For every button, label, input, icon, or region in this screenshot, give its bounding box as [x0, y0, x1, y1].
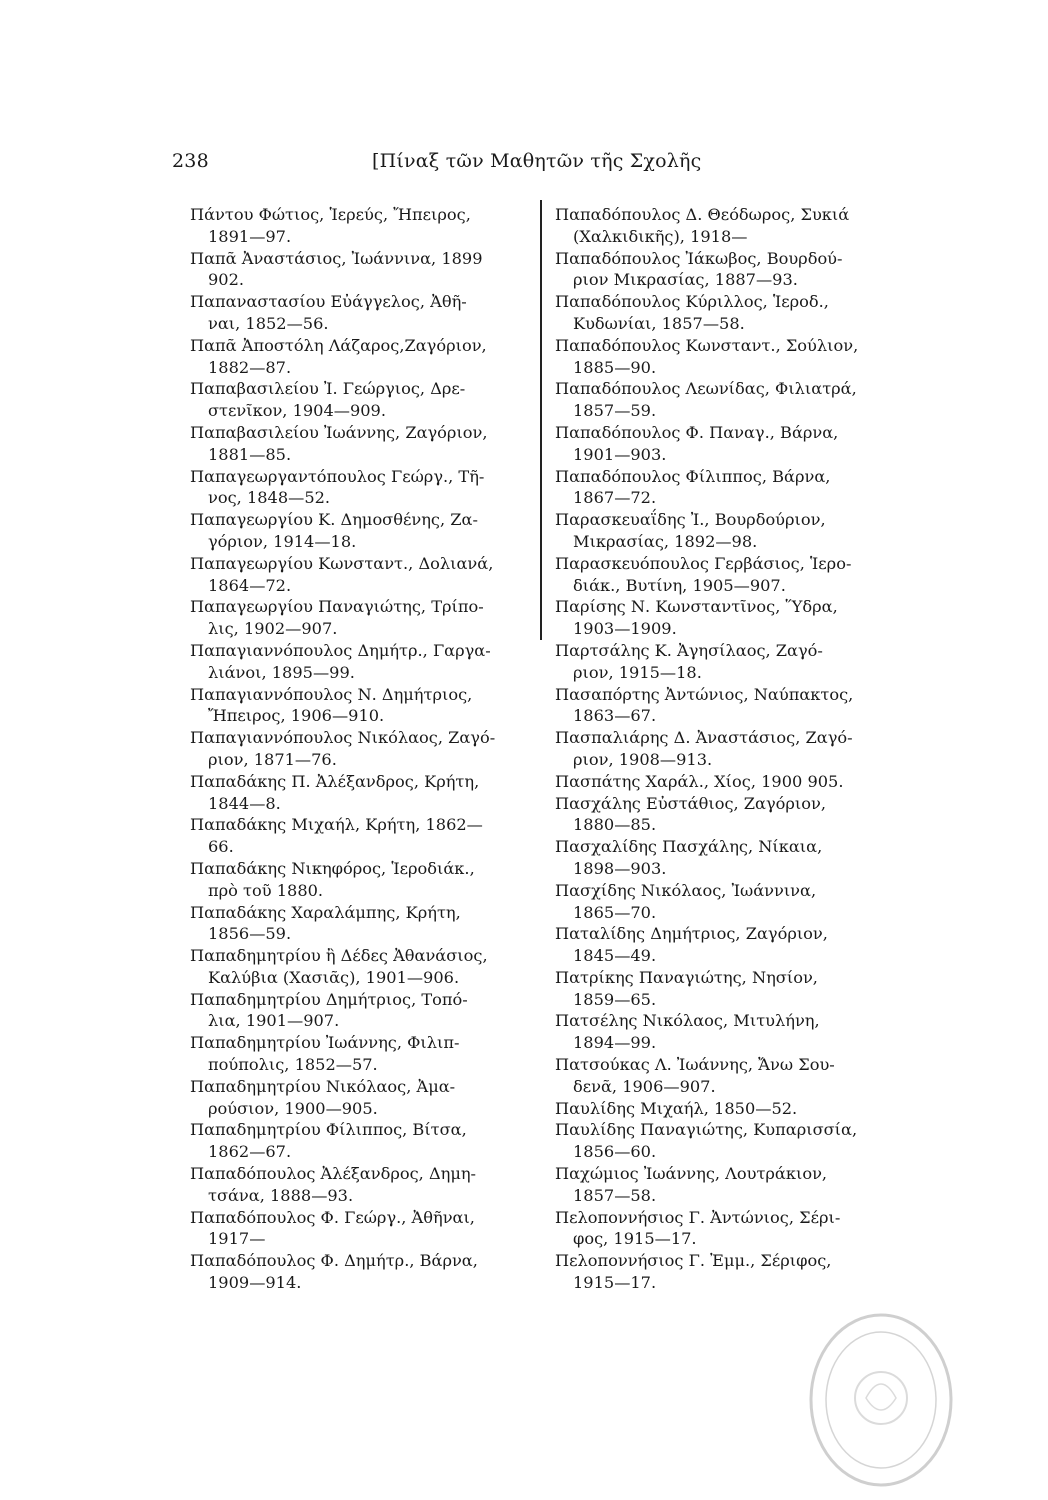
entry-line: Παπαδόπουλος Φ. Γεώργ., Ἀθῆναι,: [190, 1207, 475, 1227]
entry-line: Παπαδάκης Χαραλάμπης, Κρήτη,: [190, 902, 461, 922]
left-column: [190, 204, 535, 1294]
entry-continuation: ριον Μικρασίας, 1887—93.: [573, 270, 798, 290]
entry-line: Παπαδόπουλος Φ. Παναγ., Βάρνα,: [555, 422, 839, 442]
entry-continuation: λις, 1902—907.: [208, 619, 338, 639]
entry-continuation: 1915—17.: [573, 1273, 657, 1293]
index-entry: [555, 335, 910, 379]
index-entry: [190, 640, 535, 684]
index-entry: [555, 204, 910, 248]
entry-line: Παπαδάκης Νικηφόρος, Ἱεροδιάκ.,: [190, 858, 475, 878]
entry-continuation: διάκ., Βυτίνη, 1905—907.: [573, 575, 786, 595]
index-entry: [555, 1163, 910, 1207]
entry-continuation: Κυδωνίαι, 1857—58.: [573, 313, 745, 333]
index-entry: [555, 248, 910, 292]
index-entry: [555, 1250, 910, 1294]
index-entry: [555, 1207, 910, 1251]
entry-line: Παπαδόπουλος Φίλιππος, Βάρνα,: [555, 466, 831, 486]
entry-continuation: ρούσιον, 1900—905.: [208, 1098, 378, 1118]
entry-line: Παρτσάλης Κ. Ἀγησίλαος, Ζαγό-: [555, 640, 823, 660]
entry-line: Παπαγιαννόπουλος Νικόλαος, Ζαγό-: [190, 728, 496, 748]
entry-continuation: 1881—85.: [208, 444, 292, 464]
index-entry: [190, 1250, 535, 1294]
entry-continuation: 1856—59.: [208, 924, 292, 944]
entry-continuation: πούπολις, 1852—57.: [208, 1055, 378, 1075]
index-entry: [555, 771, 910, 793]
index-entry: [555, 596, 910, 640]
entry-continuation: πρὸ τοῦ 1880.: [208, 880, 324, 900]
column-divider: [540, 200, 542, 640]
entry-line: Παπαγιαννόπουλος Δημήτρ., Γαργα-: [190, 640, 491, 660]
entry-continuation: τσάνα, 1888—93.: [208, 1185, 354, 1205]
entry-line: Παπαδημητρίου Ἰωάννης, Φιλιπ-: [190, 1033, 460, 1053]
entry-line: Παπαδόπουλος Ἀλέξανδρος, Δημη-: [190, 1164, 477, 1184]
index-entry: [190, 945, 535, 989]
entry-line: Πελοποννήσιος Γ. Ἀντώνιος, Σέρι-: [555, 1207, 841, 1227]
entry-line: Παπαδόπουλος Δ. Θεόδωρος, Συκιά: [555, 205, 850, 224]
index-entry: [190, 1119, 535, 1163]
entry-line: Πασχίδης Νικόλαος, Ἰωάννινα,: [555, 880, 817, 900]
entry-line: Παπᾶ Ἀποστόλη Λάζαρος,Ζαγόριον,: [190, 335, 487, 355]
entry-continuation: 1903—1909.: [573, 619, 677, 639]
index-entry: [190, 509, 535, 553]
entry-line: Παρίσης Ν. Κωνσταντῖνος, Ὕδρα,: [555, 597, 838, 617]
entry-line: Πατσέλης Νικόλαος, Μιτυλήνη,: [555, 1011, 820, 1031]
entry-line: Παρασκευαΐδης Ἰ., Βουρδούριον,: [555, 510, 826, 530]
index-entry: [555, 967, 910, 1011]
entry-continuation: 1882—87.: [208, 357, 292, 377]
index-entry: [190, 684, 535, 728]
entry-continuation: 1901—903.: [573, 444, 667, 464]
index-entry: [555, 640, 910, 684]
index-entry: [555, 923, 910, 967]
entry-continuation: 1856—60.: [573, 1142, 657, 1162]
entry-line: Παπαδόπουλος Κύριλλος, Ἱεροδ.,: [555, 292, 829, 312]
entry-continuation: 902.: [208, 270, 245, 290]
index-entry: [555, 1119, 910, 1163]
entry-continuation: ναι, 1852—56.: [208, 313, 329, 333]
index-entry: [555, 378, 910, 422]
entry-continuation: 1909—914.: [208, 1273, 302, 1293]
index-entry: [555, 1054, 910, 1098]
index-entry: [190, 335, 535, 379]
entry-line: Παχώμιος Ἰωάννης, Λουτράκιον,: [555, 1164, 828, 1184]
entry-continuation: νος, 1848—52.: [208, 488, 331, 508]
entry-continuation: (Χαλκιδικῆς), 1918—: [573, 226, 748, 246]
index-entry: [555, 684, 910, 728]
library-seal-stamp: [806, 1310, 956, 1490]
entry-line: Παπαγεωργίου Κωνσταντ., Δολιανά,: [190, 553, 494, 573]
entry-line: Παπαδάκης Π. Ἀλέξανδρος, Κρήτη,: [190, 771, 480, 791]
entry-line: Παπαδόπουλος Κωνσταντ., Σούλιον,: [555, 335, 859, 355]
index-entry: [555, 1098, 910, 1120]
entry-continuation: φος, 1915—17.: [573, 1229, 697, 1249]
index-entry: [555, 1010, 910, 1054]
index-entry: [190, 814, 535, 858]
entry-line: Πασπάτης Χαράλ., Χίος, 1900 905.: [555, 771, 844, 791]
entry-line: Πασπαλιάρης Δ. Ἀναστάσιος, Ζαγό-: [555, 728, 853, 748]
entry-line: Πασχάλης Εὐστάθιος, Ζαγόριον,: [555, 793, 826, 813]
index-entry: [190, 1207, 535, 1251]
entry-continuation: στενῖκον, 1904—909.: [208, 401, 386, 421]
index-entry: [190, 422, 535, 466]
entry-line: Πάντου Φώτιος, Ἱερεύς, Ἤπειρος,: [190, 205, 471, 224]
entry-line: Πατρίκης Παναγιώτης, Νησίον,: [555, 967, 818, 987]
entry-continuation: ριον, 1908—913.: [573, 749, 713, 769]
entry-line: Παπαγιαννόπουλος Ν. Δημήτριος,: [190, 684, 473, 704]
entry-line: Παπαδάκης Μιχαήλ, Κρήτη, 1862—: [190, 815, 483, 835]
entry-line: Παπαδημητρίου Φίλιππος, Βίτσα,: [190, 1120, 467, 1140]
entry-line: Παπαδημητρίου ἢ Δέδες Ἀθανάσιος,: [190, 946, 488, 966]
page-number: 238: [172, 150, 209, 172]
index-entry: [555, 509, 910, 553]
entry-continuation: 1857—58.: [573, 1185, 657, 1205]
index-entry: [190, 248, 535, 292]
index-entry: [190, 727, 535, 771]
index-entry: [555, 880, 910, 924]
index-entry: [190, 989, 535, 1033]
right-column: [555, 204, 910, 1294]
index-entry: [190, 902, 535, 946]
index-entry: [190, 771, 535, 815]
index-entry: [190, 1076, 535, 1120]
entry-continuation: 1863—67.: [573, 706, 657, 726]
entry-line: Παπαδημητρίου Νικόλαος, Ἀμα-: [190, 1076, 456, 1096]
entry-line: Πελοποννήσιος Γ. Ἐμμ., Σέριφος,: [555, 1251, 832, 1271]
index-entry: [555, 836, 910, 880]
index-entry: [555, 727, 910, 771]
entry-continuation: δενᾶ, 1906—907.: [573, 1076, 716, 1096]
entry-line: Παπαναστασίου Εὐάγγελος, Ἀθῆ-: [190, 292, 467, 312]
entry-line: Παπαβασιλείου Ἰωάννης, Ζαγόριον,: [190, 422, 488, 442]
entry-line: Παπαδόπουλος Φ. Δημήτρ., Βάρνα,: [190, 1251, 478, 1271]
index-entry: [190, 553, 535, 597]
entry-continuation: 1865—70.: [573, 902, 657, 922]
index-entry: [190, 858, 535, 902]
entry-continuation: 1885—90.: [573, 357, 657, 377]
entry-continuation: 1859—65.: [573, 989, 657, 1009]
entry-line: Παπᾶ Ἀναστάσιος, Ἰωάννινα, 1899: [190, 248, 483, 268]
index-entry: [190, 291, 535, 335]
entry-continuation: γόριον, 1914—18.: [208, 531, 357, 551]
entry-continuation: 1857—59.: [573, 401, 657, 421]
entry-line: Παυλίδης Παναγιώτης, Κυπαρισσία,: [555, 1120, 858, 1140]
entry-line: Παταλίδης Δημήτριος, Ζαγόριον,: [555, 924, 828, 944]
entry-line: Παπαγεωργίου Κ. Δημοσθένης, Ζα-: [190, 510, 478, 530]
entry-continuation: 1891—97.: [208, 226, 292, 246]
index-entry: [190, 204, 535, 248]
index-entry: [555, 793, 910, 837]
entry-continuation: 1917—: [208, 1229, 266, 1249]
entry-continuation: λια, 1901—907.: [208, 1011, 340, 1031]
entry-continuation: 1864—72.: [208, 575, 292, 595]
index-entry: [190, 596, 535, 640]
running-title: [Πίναξ τῶν Μαθητῶν τῆς Σχολῆς: [372, 150, 702, 172]
entry-continuation: 1845—49.: [573, 946, 657, 966]
entry-continuation: ριον, 1915—18.: [573, 662, 702, 682]
index-entry: [190, 1163, 535, 1207]
entry-line: Παπαβασιλείου Ἰ. Γεώργιος, Δρε-: [190, 379, 466, 399]
entry-continuation: 1844—8.: [208, 793, 281, 813]
index-entry: [555, 553, 910, 597]
entry-line: Παπαγεωργίου Παναγιώτης, Τρίπο-: [190, 597, 484, 617]
entry-continuation: ριον, 1871—76.: [208, 749, 337, 769]
index-entry: [190, 378, 535, 422]
page-header: [172, 150, 732, 180]
entry-continuation: 66.: [208, 837, 234, 857]
entry-line: Πασαπόρτης Ἀντώνιος, Ναύπακτος,: [555, 684, 854, 704]
entry-line: Παπαγεωργαντόπουλος Γεώργ., Τῆ-: [190, 466, 485, 486]
entry-line: Παρασκευόπουλος Γερβάσιος, Ἱερο-: [555, 553, 852, 573]
index-entry: [555, 466, 910, 510]
entry-line: Παπαδημητρίου Δημήτριος, Τοπό-: [190, 989, 468, 1009]
entry-continuation: 1894—99.: [573, 1033, 657, 1053]
index-entry: [555, 291, 910, 335]
entry-line: Παπαδόπουλος Ἰάκωβος, Βουρδού-: [555, 248, 843, 268]
entry-line: Πατσούκας Λ. Ἰωάννης, Ἄνω Σου-: [555, 1055, 835, 1075]
entry-line: Πασχαλίδης Πασχάλης, Νίκαια,: [555, 837, 823, 857]
index-entry: [190, 1032, 535, 1076]
entry-continuation: 1867—72.: [573, 488, 657, 508]
entry-continuation: 1862—67.: [208, 1142, 292, 1162]
entry-line: Παυλίδης Μιχαήλ, 1850—52.: [555, 1098, 798, 1118]
entry-continuation: 1898—903.: [573, 858, 667, 878]
entry-continuation: 1880—85.: [573, 815, 657, 835]
entry-continuation: Μικρασίας, 1892—98.: [573, 531, 758, 551]
entry-line: Παπαδόπουλος Λεωνίδας, Φιλιατρά,: [555, 379, 857, 399]
index-entry: [555, 422, 910, 466]
entry-continuation: Ἤπειρος, 1906—910.: [208, 706, 385, 726]
entry-continuation: λιάνοι, 1895—99.: [208, 662, 355, 682]
index-entry: [190, 466, 535, 510]
entry-continuation: Καλύβια (Χασιᾶς), 1901—906.: [208, 967, 460, 987]
